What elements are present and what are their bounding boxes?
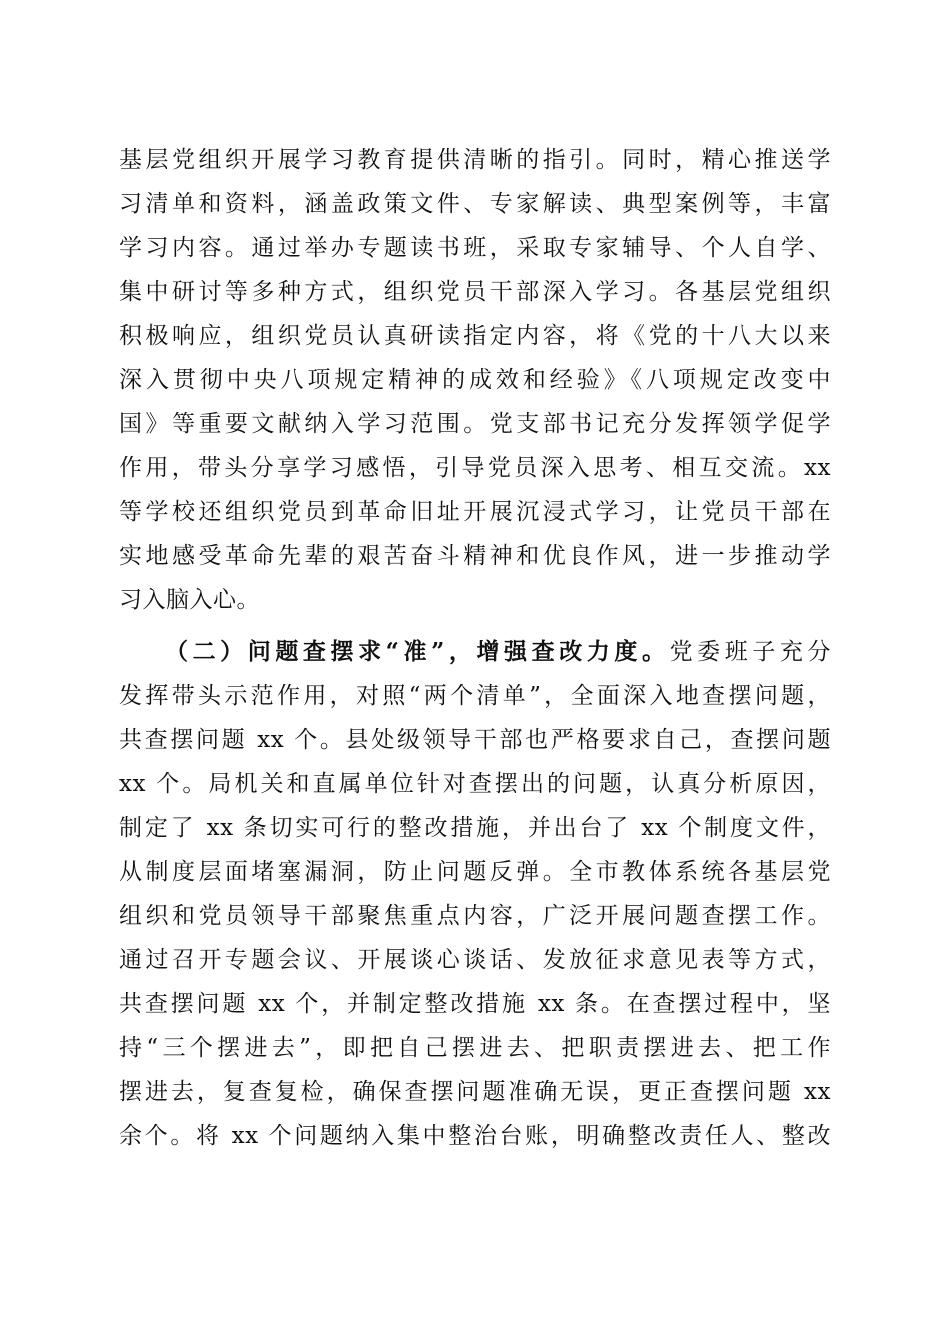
paragraph-2-line-8: 通过召开专题会议、开展谈心谈话、发放征求意见表等方式， [119,947,831,973]
paragraph-1-line-9: 等学校还组织党员到革命旧址开展沉浸式学习，让党员干部在 [119,499,831,525]
paragraph-2-line-11: 摆进去，复查复检，确保查摆问题准确无误，更正查摆问题 xx [119,1079,831,1105]
paragraph-2-line-5: 制定了 xx 条切实可行的整改措施，并出台了 xx 个制度文件， [119,815,831,841]
paragraph-2-line-2: 发挥带头示范作用，对照“两个清单”，全面深入地查摆问题， [119,683,831,709]
paragraph-1-line-10: 实地感受革命先辈的艰苦奋斗精神和优良作风，进一步推动学 [119,543,831,569]
section-heading-continuation: 党委班子充分 [669,639,832,665]
paragraph-2-line-1 [165,630,831,674]
paragraph-1-line-4: 集中研讨等多种方式，组织党员干部深入学习。各基层党组织 [119,279,831,305]
paragraph-1-line-2: 习清单和资料，涵盖政策文件、专家解读、典型案例等，丰富 [119,191,831,217]
paragraph-2-line-4: xx 个。局机关和直属单位针对查摆出的问题，认真分析原因， [119,771,831,797]
paragraph-2-line-7: 组织和党员领导干部聚焦重点内容，广泛开展问题查摆工作。 [119,903,831,929]
paragraph-1-line-7: 国》等重要文献纳入学习范围。党支部书记充分发挥领学促学 [119,411,831,437]
paragraph-1-line-1: 基层党组织开展学习教育提供清晰的指引。同时，精心推送学 [119,147,831,173]
paragraph-2-line-9: 共查摆问题 xx 个，并制定整改措施 xx 条。在查摆过程中，坚 [119,991,831,1017]
paragraph-1-line-6: 深入贯彻中央八项规定精神的成效和经验》《八项规定改变中 [119,367,831,393]
paragraph-2-line-3: 共查摆问题 xx 个。县处级领导干部也严格要求自己，查摆问题 [119,727,831,753]
paragraph-2-line-12: 余个。将 xx 个问题纳入集中整治台账，明确整改责任人、整改 [119,1123,831,1149]
paragraph-1-line-8: 作用，带头分享学习感悟，引导党员深入思考、相互交流。xx [119,455,831,481]
paragraph-1-line-3: 学习内容。通过举办专题读书班，采取专家辅导、个人自学、 [119,235,831,261]
paragraph-2-line-6: 从制度层面堵塞漏洞，防止问题反弹。全市教体系统各基层党 [119,859,831,885]
section-heading: （二）问题查摆求“准”，增强查改力度。 [165,638,670,665]
paragraph-1-line-11: 习入脑入心。 [119,587,260,613]
paragraph-2-line-10: 持“三个摆进去”，即把自己摆进去、把职责摆进去、把工作 [119,1035,831,1061]
paragraph-1-line-5: 积极响应，组织党员认真研读指定内容，将《党的十八大以来 [119,323,831,349]
